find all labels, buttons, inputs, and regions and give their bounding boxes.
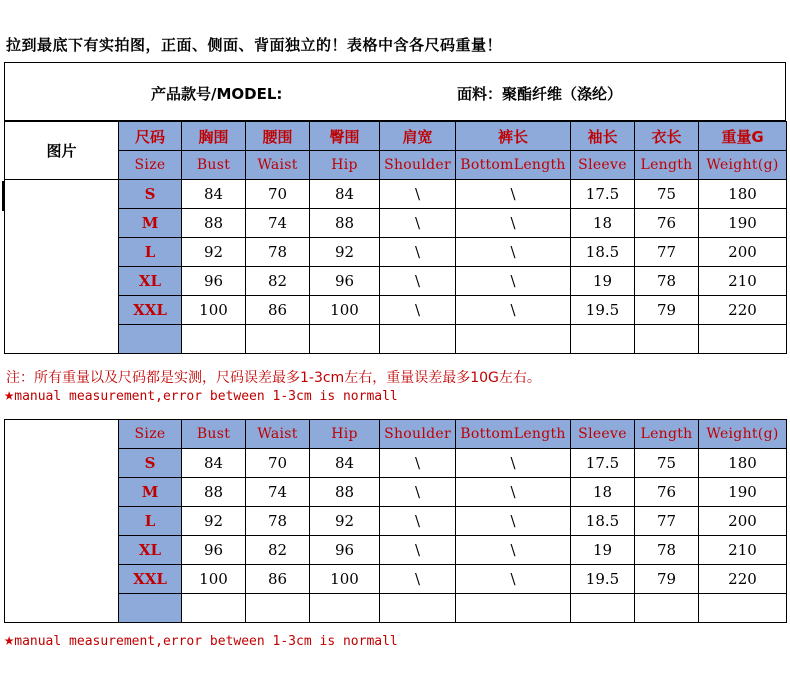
value-cell: 200	[699, 238, 787, 267]
header-en-cell: Size	[119, 151, 182, 180]
value-cell: 190	[699, 478, 787, 507]
table-row	[5, 536, 787, 565]
table-row	[5, 238, 787, 267]
header-en-cell: Size	[119, 420, 182, 449]
value-cell: \	[456, 478, 571, 507]
picture-label: 图片	[5, 122, 119, 180]
table-row	[5, 209, 787, 238]
empty-cell	[635, 325, 699, 354]
header-en-cell: Shoulder	[380, 151, 456, 180]
value-cell: 74	[246, 478, 310, 507]
header-en-cell: Sleeve	[571, 420, 635, 449]
empty-cell	[182, 325, 246, 354]
value-cell: 220	[699, 565, 787, 594]
value-cell: 70	[246, 180, 310, 209]
value-cell: 19	[571, 267, 635, 296]
value-cell: 92	[182, 507, 246, 536]
header-row-zh	[5, 122, 787, 151]
header-row-en	[5, 420, 787, 449]
value-cell: 79	[635, 565, 699, 594]
value-cell: 88	[182, 209, 246, 238]
empty-cell	[380, 325, 456, 354]
value-cell: 84	[310, 180, 380, 209]
value-cell: 96	[182, 267, 246, 296]
value-cell: 74	[246, 209, 310, 238]
value-cell: 86	[246, 565, 310, 594]
header-zh-cell: 衣长	[635, 122, 699, 151]
value-cell: 76	[635, 209, 699, 238]
size-cell: XL	[119, 267, 182, 296]
value-cell: 77	[635, 238, 699, 267]
value-cell: 75	[635, 180, 699, 209]
header-en-cell: BottomLength	[456, 420, 571, 449]
value-cell: 180	[699, 449, 787, 478]
header-en-cell: Length	[635, 420, 699, 449]
header-zh-cell: 臀围	[310, 122, 380, 151]
value-cell: 17.5	[571, 449, 635, 478]
empty-cell	[119, 325, 182, 354]
star-icon: ★	[4, 630, 15, 650]
value-cell: 76	[635, 478, 699, 507]
header-zh-cell: 袖长	[571, 122, 635, 151]
value-cell: 96	[182, 536, 246, 565]
value-cell: 18.5	[571, 507, 635, 536]
value-cell: 92	[310, 507, 380, 536]
value-cell: 18.5	[571, 238, 635, 267]
value-cell: 78	[246, 507, 310, 536]
measurement-note-zh: 注：所有重量以及尺码都是实测，尺码误差最多1-3cm左右，重量误差最多10G左右。	[6, 370, 541, 386]
empty-cell	[246, 325, 310, 354]
empty-cell	[571, 325, 635, 354]
value-cell: 92	[182, 238, 246, 267]
value-cell: \	[380, 507, 456, 536]
value-cell: \	[456, 296, 571, 325]
empty-cell	[119, 594, 182, 623]
header-en-cell: Sleeve	[571, 151, 635, 180]
header-en-cell: Length	[635, 151, 699, 180]
value-cell: 77	[635, 507, 699, 536]
header-en-cell: BottomLength	[456, 151, 571, 180]
fabric-label: 面料：聚酯纤维（涤纶）	[457, 85, 623, 103]
value-cell: 100	[310, 296, 380, 325]
value-cell: \	[380, 209, 456, 238]
empty-cell	[699, 325, 787, 354]
value-cell: 70	[246, 449, 310, 478]
empty-row	[5, 325, 787, 354]
value-cell: 96	[310, 267, 380, 296]
empty-cell	[571, 594, 635, 623]
picture-cell	[5, 420, 119, 623]
value-cell: \	[456, 209, 571, 238]
value-cell: 78	[635, 267, 699, 296]
title-box	[4, 62, 786, 121]
manual-note-1	[4, 385, 398, 405]
value-cell: 84	[182, 180, 246, 209]
header-zh-cell: 腰围	[246, 122, 310, 151]
value-cell: 200	[699, 507, 787, 536]
header-en-cell: Waist	[246, 151, 310, 180]
size-cell: XL	[119, 536, 182, 565]
value-cell: 84	[182, 449, 246, 478]
header-zh-cell: 胸围	[182, 122, 246, 151]
star-icon: ★	[4, 385, 15, 405]
value-cell: 220	[699, 296, 787, 325]
value-cell: \	[380, 536, 456, 565]
value-cell: \	[456, 267, 571, 296]
size-cell: S	[119, 449, 182, 478]
empty-cell	[456, 325, 571, 354]
empty-cell	[310, 325, 380, 354]
value-cell: \	[380, 478, 456, 507]
value-cell: \	[380, 296, 456, 325]
empty-cell	[246, 594, 310, 623]
value-cell: 88	[310, 478, 380, 507]
header-zh-cell: 重量G	[699, 122, 787, 151]
top-note: 拉到最底下有实拍图，正面、侧面、背面独立的！表格中含各尺码重量！	[6, 36, 503, 54]
header-row-en	[5, 151, 787, 180]
header-zh-cell: 尺码	[119, 122, 182, 151]
value-cell: 79	[635, 296, 699, 325]
value-cell: 82	[246, 267, 310, 296]
value-cell: 19	[571, 536, 635, 565]
value-cell: 18	[571, 209, 635, 238]
value-cell: 75	[635, 449, 699, 478]
empty-cell	[310, 594, 380, 623]
value-cell: 100	[182, 565, 246, 594]
table-row	[5, 180, 787, 209]
size-cell: M	[119, 478, 182, 507]
value-cell: 18	[571, 478, 635, 507]
manual-note-1-text: manual measurement,error between 1-3cm is normall	[14, 389, 398, 404]
size-cell: S	[119, 180, 182, 209]
value-cell: 210	[699, 267, 787, 296]
value-cell: 78	[246, 238, 310, 267]
value-cell: \	[456, 449, 571, 478]
value-cell: \	[456, 507, 571, 536]
model-label: 产品款号/MODEL:	[151, 85, 283, 103]
value-cell: \	[456, 565, 571, 594]
value-cell: 88	[310, 209, 380, 238]
value-cell: 96	[310, 536, 380, 565]
empty-cell	[456, 594, 571, 623]
table-row	[5, 478, 787, 507]
value-cell: \	[380, 238, 456, 267]
value-cell: 100	[182, 296, 246, 325]
value-cell: \	[456, 536, 571, 565]
empty-cell	[380, 594, 456, 623]
header-en-cell: Hip	[310, 420, 380, 449]
value-cell: 78	[635, 536, 699, 565]
value-cell: 180	[699, 180, 787, 209]
header-en-cell: Hip	[310, 151, 380, 180]
value-cell: 19.5	[571, 296, 635, 325]
empty-cell	[635, 594, 699, 623]
value-cell: 84	[310, 449, 380, 478]
value-cell: 100	[310, 565, 380, 594]
manual-note-2	[4, 630, 398, 650]
table-row	[5, 296, 787, 325]
value-cell: \	[380, 180, 456, 209]
value-cell: 92	[310, 238, 380, 267]
header-zh-cell: 裤长	[456, 122, 571, 151]
value-cell: \	[380, 565, 456, 594]
header-en-cell: Shoulder	[380, 420, 456, 449]
header-en-cell: Weight(g)	[699, 151, 787, 180]
size-cell: L	[119, 238, 182, 267]
size-cell: XXL	[119, 296, 182, 325]
empty-cell	[699, 594, 787, 623]
header-en-cell: Bust	[182, 420, 246, 449]
header-en-cell: Weight(g)	[699, 420, 787, 449]
size-table-1	[4, 121, 787, 354]
value-cell: 86	[246, 296, 310, 325]
value-cell: \	[380, 449, 456, 478]
value-cell: 17.5	[571, 180, 635, 209]
size-table-2	[4, 419, 787, 623]
header-zh-cell: 肩宽	[380, 122, 456, 151]
value-cell: 190	[699, 209, 787, 238]
value-cell: \	[456, 180, 571, 209]
header-en-cell: Bust	[182, 151, 246, 180]
picture-cell	[5, 180, 119, 354]
table-row	[5, 267, 787, 296]
empty-row	[5, 594, 787, 623]
value-cell: \	[380, 267, 456, 296]
header-en-cell: Waist	[246, 420, 310, 449]
value-cell: 82	[246, 536, 310, 565]
value-cell: 19.5	[571, 565, 635, 594]
size-cell: XXL	[119, 565, 182, 594]
size-cell: L	[119, 507, 182, 536]
empty-cell	[182, 594, 246, 623]
size-cell: M	[119, 209, 182, 238]
value-cell: \	[456, 238, 571, 267]
table-row	[5, 449, 787, 478]
value-cell: 88	[182, 478, 246, 507]
table-row	[5, 507, 787, 536]
value-cell: 210	[699, 536, 787, 565]
table-row	[5, 565, 787, 594]
manual-note-2-text: manual measurement,error between 1-3cm is normall	[14, 634, 398, 649]
